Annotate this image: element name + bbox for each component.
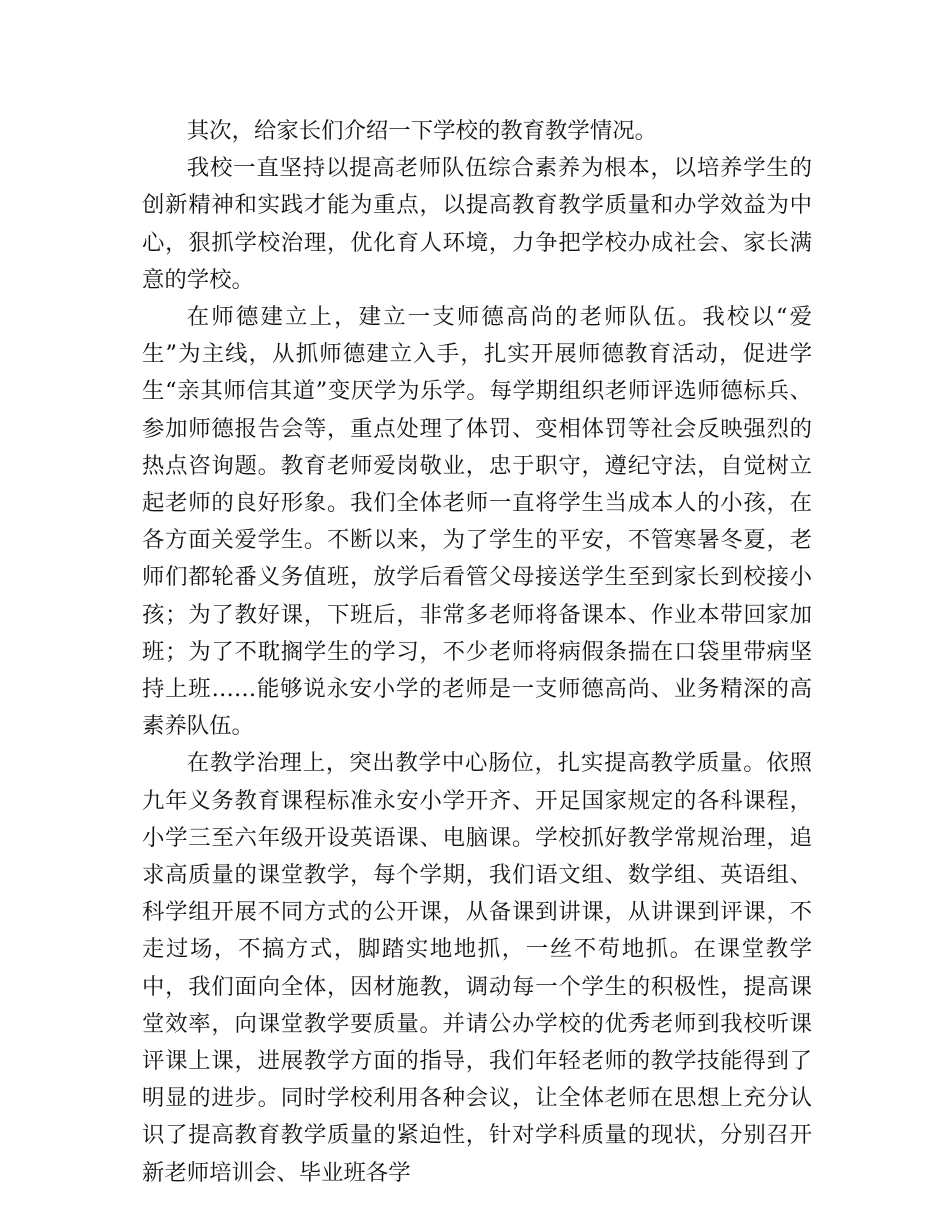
paragraph-teacher-ethics: 在师德建立上，建立一支师德高尚的老师队伍。我校以“爱生”为主线，从抓师德建立入手，扎实开展师德教育活动，促进学生“亲其师信其道”变厌学为乐学。每学期组织老师评选师德标兵、参加师德报告会等，重点处理了体罚、变相体罚等社会反映强烈的热点咨询题。教育老师爱岗敬业，忠于职守，遵纪守法，自觉树立起老师的良好形象。我们全体老师一直将学生当成本人的小孩，在各方面关爱学生。不断以来，为了学生的平安，不管寒暑冬夏，老师们都轮番义务值班，放学后看管父母接送学生至到家长到校接小孩；为了教好课，下班后，非常多老师将备课本、作业本带回家加班；为了不耽搁学生的学习，不少老师将病假条揣在口袋里带病坚持上班……能够说永安小学的老师是一支师德高尚、业务精深的高素养队伍。 [142,304,812,740]
paragraph-teaching-management: 在教学治理上，突出教学中心肠位，扎实提高教学质量。依照九年义务教育课程标准永安小学开齐、开足国家规定的各科课程，小学三至六年级开设英语课、电脑课。学校抓好教学常规治理，追求高质量的课堂教学，每个学期，我们语文组、数学组、英语组、科学组开展不同方式的公开课，从备课到讲课，从讲课到评课，不走过场，不搞方式，脚踏实地地抓，一丝不苟地抓。在课堂教学中，我们面向全体，因材施教，调动每一个学生的积极性，提高课堂效率，向课堂教学要质量。并请公办学校的优秀老师到我校听课评课上课，进展教学方面的指导，我们年轻老师的教学技能得到了明显的进步。同时学校利用各种会议，让全体老师在思想上充分认识了提高教育教学质量的紧迫性，针对学科质量的现状，分别召开新老师培训会、毕业班各学 [142,750,812,1186]
document-page [142,113,812,1192]
paragraph-intro: 其次，给家长们介绍一下学校的教育教学情况。 [186,118,657,144]
paragraph-school-goals: 我校一直坚持以提高老师队伍综合素养为根本，以培养学生的创新精神和实践才能为重点，以提高教育教学质量和办学效益为中心，狠抓学校治理，优化育人环境，力争把学校办成社会、家长满意的学校。 [142,155,812,293]
